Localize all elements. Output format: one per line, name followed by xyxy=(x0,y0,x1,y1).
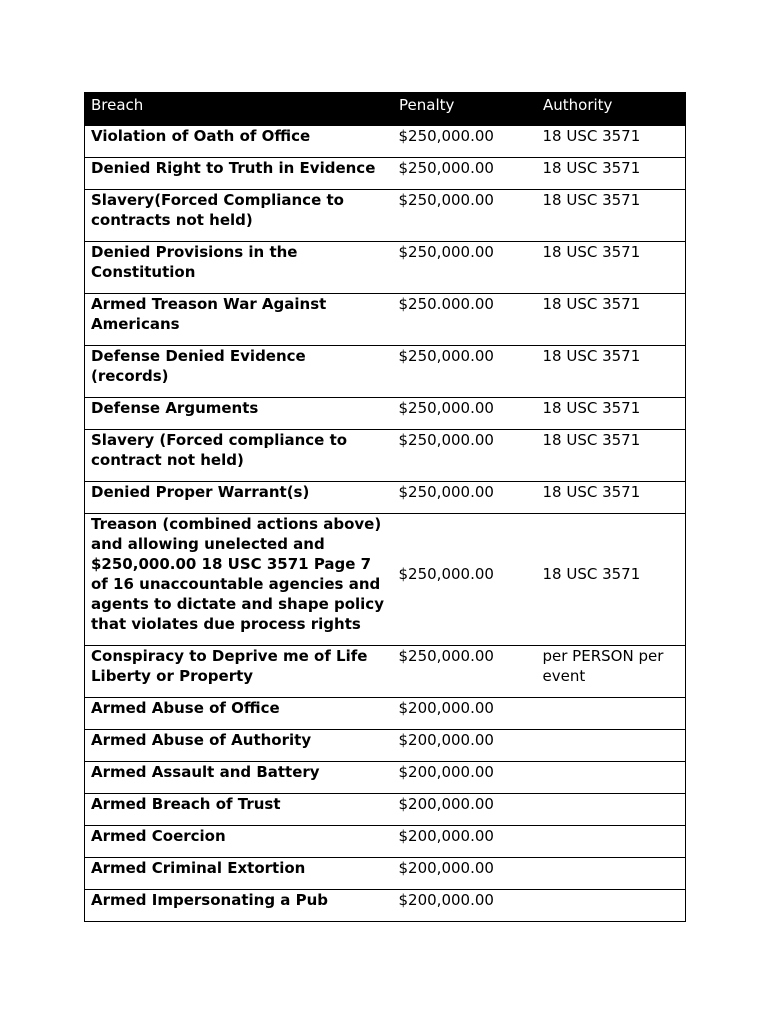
table-row xyxy=(85,858,686,890)
penalty-cell: $200,000.00 xyxy=(393,698,537,730)
table-row xyxy=(85,294,686,346)
authority-cell: 18 USC 3571 xyxy=(537,158,686,190)
table-body xyxy=(85,126,686,922)
table-row xyxy=(85,398,686,430)
header-authority: Authority xyxy=(537,93,686,126)
table-row xyxy=(85,242,686,294)
table-row xyxy=(85,762,686,794)
authority-cell: 18 USC 3571 xyxy=(537,430,686,482)
table-row xyxy=(85,346,686,398)
authority-cell: 18 USC 3571 xyxy=(537,294,686,346)
authority-cell xyxy=(537,698,686,730)
penalty-cell: $250,000.00 xyxy=(393,190,537,242)
breach-cell: Defense Denied Evidence (records) xyxy=(85,346,393,398)
authority-cell xyxy=(537,730,686,762)
breach-cell: Armed Abuse of Office xyxy=(85,698,393,730)
penalty-cell: $250,000.00 xyxy=(393,482,537,514)
breach-cell: Slavery(Forced Compliance to contracts not held) xyxy=(85,190,393,242)
table-header xyxy=(85,93,686,126)
table-row xyxy=(85,698,686,730)
breach-cell: Treason (combined actions above) and allowing unelected and $250,000.00 18 USC 3571 Page 7 of 16 unaccountable agencies and agents to dictate and shape policy that violates due process rights xyxy=(85,514,393,646)
table-row xyxy=(85,730,686,762)
penalty-table xyxy=(84,92,686,922)
authority-cell: 18 USC 3571 xyxy=(537,190,686,242)
authority-cell xyxy=(537,890,686,922)
penalty-cell: $250,000.00 xyxy=(393,430,537,482)
breach-cell: Armed Treason War Against Americans xyxy=(85,294,393,346)
table-row xyxy=(85,430,686,482)
breach-cell: Armed Impersonating a Pub xyxy=(85,890,393,922)
breach-cell: Denied Provisions in the Constitution xyxy=(85,242,393,294)
table-row xyxy=(85,190,686,242)
breach-cell: Denied Proper Warrant(s) xyxy=(85,482,393,514)
penalty-cell: $250,000.00 xyxy=(393,646,537,698)
penalty-cell: $200,000.00 xyxy=(393,730,537,762)
table-row xyxy=(85,514,686,646)
header-breach: Breach xyxy=(85,93,393,126)
penalty-cell: $200,000.00 xyxy=(393,794,537,826)
authority-cell: 18 USC 3571 xyxy=(537,346,686,398)
table-row xyxy=(85,794,686,826)
table-row xyxy=(85,826,686,858)
breach-cell: Conspiracy to Deprive me of Life Liberty or Property xyxy=(85,646,393,698)
penalty-cell: $250,000.00 xyxy=(393,158,537,190)
authority-cell xyxy=(537,858,686,890)
penalty-cell: $200,000.00 xyxy=(393,890,537,922)
penalty-cell: $250,000.00 xyxy=(393,398,537,430)
breach-cell: Armed Criminal Extortion xyxy=(85,858,393,890)
authority-cell: 18 USC 3571 xyxy=(537,242,686,294)
authority-cell: 18 USC 3571 xyxy=(537,514,686,646)
authority-cell xyxy=(537,762,686,794)
penalty-cell: $250,000.00 xyxy=(393,514,537,646)
breach-cell: Armed Abuse of Authority xyxy=(85,730,393,762)
authority-cell: per PERSON per event xyxy=(537,646,686,698)
breach-cell: Defense Arguments xyxy=(85,398,393,430)
penalty-cell: $250,000.00 xyxy=(393,346,537,398)
authority-cell: 18 USC 3571 xyxy=(537,126,686,158)
authority-cell: 18 USC 3571 xyxy=(537,482,686,514)
authority-cell xyxy=(537,794,686,826)
table-row xyxy=(85,646,686,698)
breach-cell: Slavery (Forced compliance to contract not held) xyxy=(85,430,393,482)
penalty-cell: $250.000.00 xyxy=(393,294,537,346)
table-row xyxy=(85,126,686,158)
penalty-cell: $250,000.00 xyxy=(393,126,537,158)
breach-cell: Armed Breach of Trust xyxy=(85,794,393,826)
penalty-cell: $200,000.00 xyxy=(393,858,537,890)
breach-cell: Denied Right to Truth in Evidence xyxy=(85,158,393,190)
table-row xyxy=(85,890,686,922)
table-row xyxy=(85,482,686,514)
table-row xyxy=(85,158,686,190)
authority-cell xyxy=(537,826,686,858)
penalty-cell: $200,000.00 xyxy=(393,762,537,794)
breach-cell: Armed Assault and Battery xyxy=(85,762,393,794)
header-penalty: Penalty xyxy=(393,93,537,126)
authority-cell: 18 USC 3571 xyxy=(537,398,686,430)
breach-cell: Armed Coercion xyxy=(85,826,393,858)
penalty-cell: $200,000.00 xyxy=(393,826,537,858)
header-row xyxy=(85,93,686,126)
breach-cell: Violation of Oath of Office xyxy=(85,126,393,158)
penalty-cell: $250,000.00 xyxy=(393,242,537,294)
